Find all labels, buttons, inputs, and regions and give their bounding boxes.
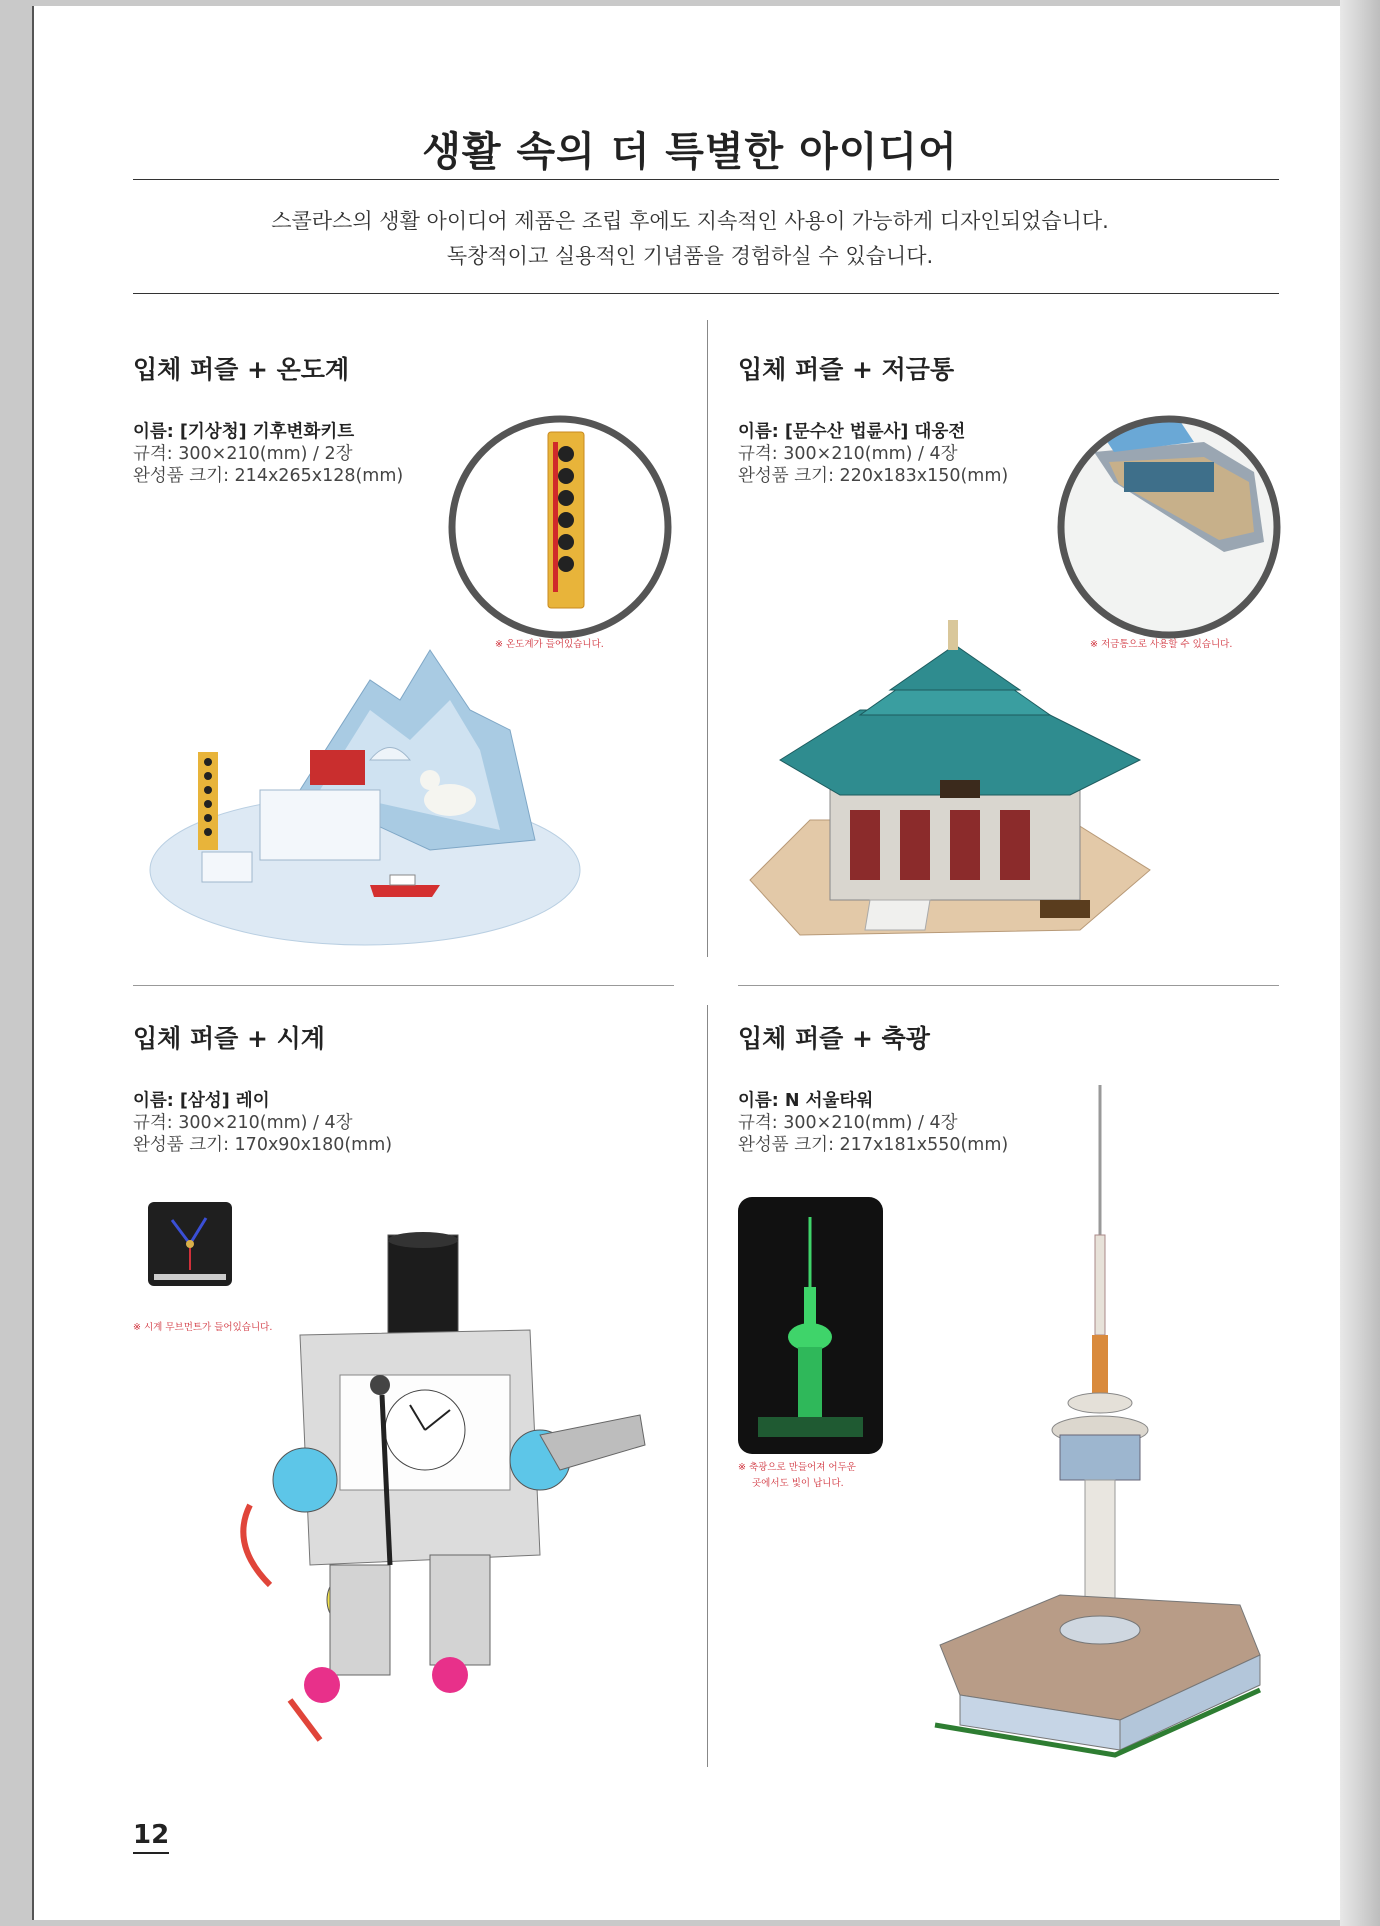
spec-size: 규격: 300×210(mm) / 4장	[738, 444, 958, 464]
spec-size: 규격: 300×210(mm) / 4장	[738, 1113, 958, 1133]
temple-model-image	[740, 620, 1160, 960]
spec-finished: 완성품 크기: 214x265x128(mm)	[133, 466, 404, 486]
thermometer-detail-circle	[445, 412, 675, 642]
arctic-diorama-image	[140, 640, 580, 960]
note-piggy-bank: ※ 저금통으로 사용할 수 있습니다.	[1090, 639, 1233, 650]
spec-finished: 완성품 크기: 217x181x550(mm)	[738, 1135, 1009, 1155]
note-thermometer: ※ 온도계가 들어있습니다.	[495, 639, 604, 650]
intro-line-2: 독창적이고 실용적인 기념품을 경험하실 수 있습니다.	[446, 244, 934, 268]
title-rule	[133, 179, 1279, 180]
section-title-glow: 입체 퍼즐 + 축광	[738, 1024, 930, 1053]
spec-finished: 완성품 크기: 170x90x180(mm)	[133, 1135, 393, 1155]
column-divider-top	[707, 320, 708, 957]
section-title-piggy-bank: 입체 퍼즐 + 저금통	[738, 355, 955, 384]
page-edge-shadow	[1340, 0, 1380, 1926]
note-clock: ※ 시계 무브먼트가 들어있습니다.	[133, 1322, 273, 1333]
page-number: 12	[133, 1820, 169, 1854]
section-title-thermometer: 입체 퍼즐 + 온도계	[133, 355, 350, 384]
column-divider-bottom	[707, 1005, 708, 1767]
spec-piggy-bank	[738, 421, 1008, 487]
spec-clock	[133, 1090, 392, 1156]
spec-name: 이름: [삼성] 레이	[133, 1091, 270, 1111]
spec-name: 이름: [기상청] 기후변화키트	[133, 422, 355, 442]
section-divider-left	[133, 985, 674, 986]
page-title: 생활 속의 더 특별한 아이디어	[422, 129, 958, 175]
clock-movement-image	[146, 1200, 234, 1288]
section-divider-right	[738, 985, 1279, 986]
robot-clock-image	[240, 1235, 680, 1755]
section-title-clock: 입체 퍼즐 + 시계	[133, 1024, 325, 1053]
note-glow: ※ 축광으로 만들어져 어두운 곳에서도 빛이 납니다.	[738, 1462, 856, 1489]
seoul-tower-model-image	[940, 1085, 1260, 1745]
spec-name: 이름: N 서울타워	[738, 1091, 874, 1111]
glow-tower-photo	[738, 1197, 883, 1454]
spec-size: 규격: 300×210(mm) / 2장	[133, 444, 353, 464]
piggy-bank-detail-circle	[1054, 412, 1284, 642]
intro-line-1: 스콜라스의 생활 아이디어 제품은 조립 후에도 지속적인 사용이 가능하게 디자인되었습니다.	[271, 209, 1109, 233]
spec-thermometer	[133, 421, 403, 487]
intro-rule	[133, 293, 1279, 294]
spec-name: 이름: [문수산 법륜사] 대웅전	[738, 422, 966, 442]
spec-finished: 완성품 크기: 220x183x150(mm)	[738, 466, 1009, 486]
spec-size: 규격: 300×210(mm) / 4장	[133, 1113, 353, 1133]
